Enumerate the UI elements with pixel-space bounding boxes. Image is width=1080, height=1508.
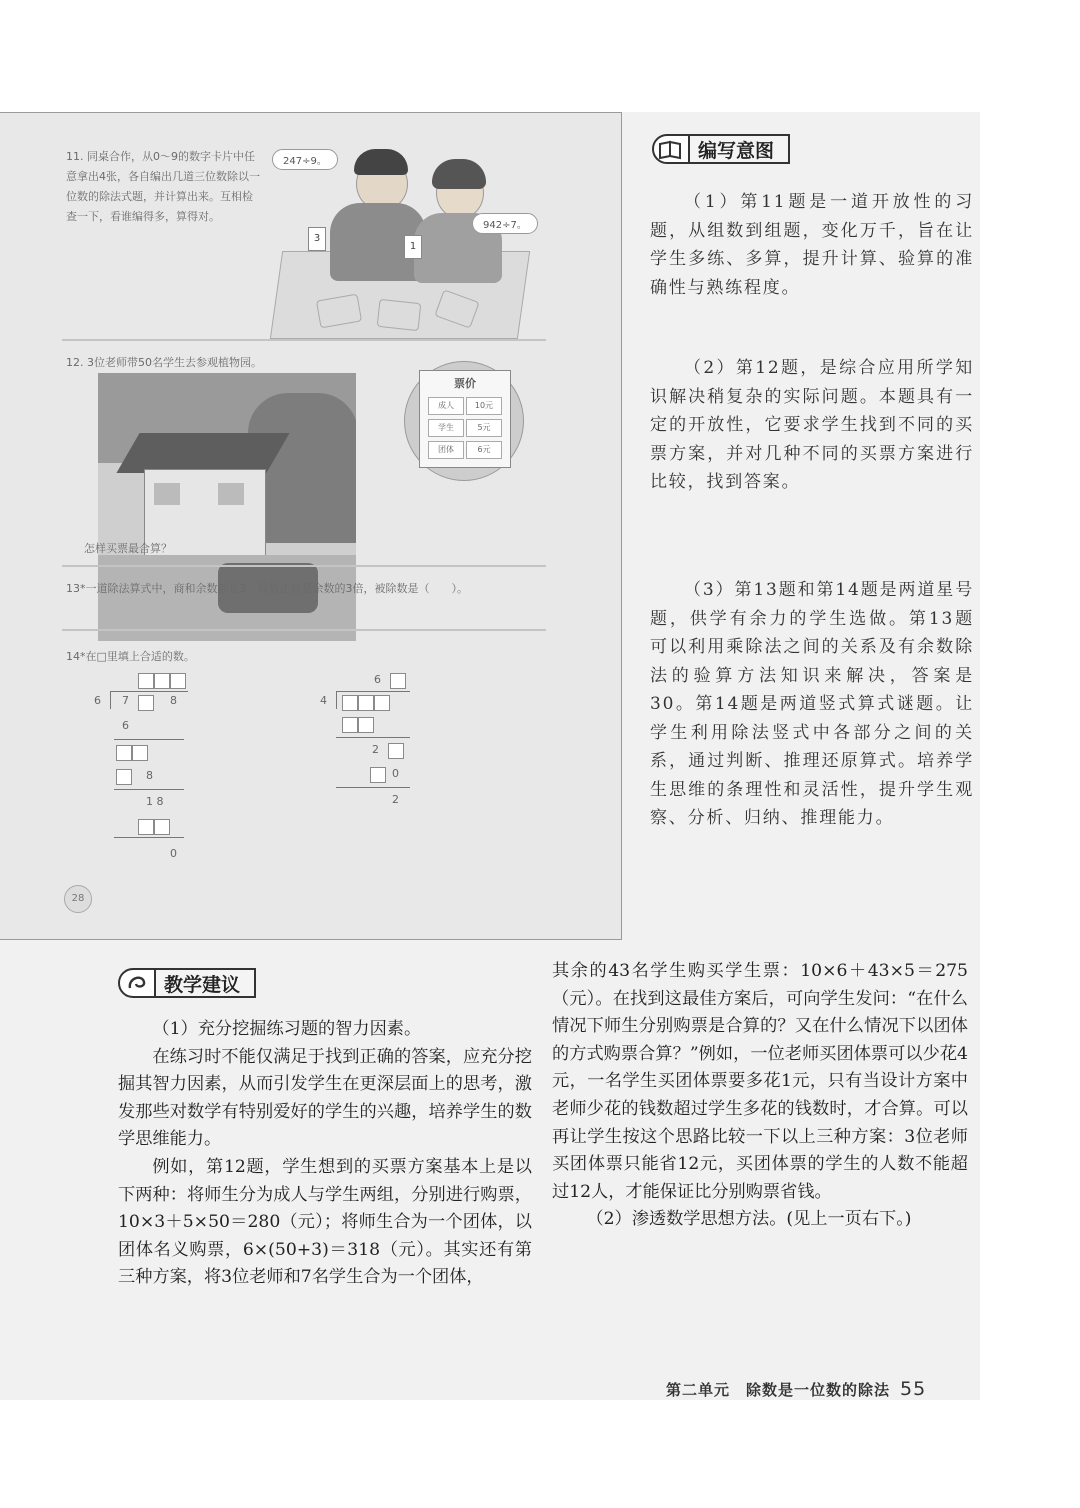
textbook-page-inset	[0, 112, 622, 940]
page-number: 55	[900, 1378, 927, 1400]
digit: 1 8	[146, 795, 164, 808]
exercise-14-text: 14*在□里填上合适的数。	[66, 650, 195, 663]
blank-box	[138, 695, 154, 711]
swirl-icon	[118, 968, 156, 998]
exercise-13-text: 13*一道除法算式中，商和余数都是3，除数正好是余数的3倍，被除数是（ ）。	[66, 582, 468, 595]
divisor: 6	[94, 694, 101, 707]
design-intent-paragraph-2	[650, 354, 974, 497]
price-value: 6元	[466, 441, 502, 459]
blank-box	[390, 673, 406, 689]
paragraph-text: （2）渗透数学思想方法。(见上一页右下。)	[586, 1209, 912, 1230]
teaching-advice-right-column	[552, 958, 968, 1234]
blank-box	[370, 767, 386, 783]
blank-box	[138, 819, 154, 835]
blank-box	[388, 743, 404, 759]
blank-box	[374, 695, 390, 711]
digit: 2	[392, 793, 399, 806]
paragraph-text: （1）充分挖掘练习题的智力因素。	[152, 1019, 422, 1039]
book-icon	[652, 134, 690, 164]
exercise-12-text: 12. 3位老师带50名学生去参观植物园。	[66, 356, 262, 369]
digit: 8	[170, 694, 177, 707]
blank-box	[170, 673, 186, 689]
price-board	[419, 370, 511, 468]
teaching-advice-left-column	[118, 1016, 532, 1292]
paragraph-text: 其余的43名学生购买学生票：10×6＋43×5＝275（元）。在找到这最佳方案后，可向学生发问：“在什么情况下师生分别购票是合算的？又在什么情况下以团体的方式购票合算？”例如，一位老师买团体票可以少花4元，一名学生买团体票要多花1元，只有当设计方案中老师少花的钱数超过学生多花的钱数时，才合算。可以再让学生按这个思路比较一下以上三种方案：3位老师买团体票只能省12元，买团体票的学生的人数不能超过12人，才能保证比分别购票省钱。	[552, 961, 968, 1202]
section-heading-teaching-advice	[118, 968, 256, 998]
blank-box	[342, 695, 358, 711]
divider	[62, 629, 546, 631]
exercise-12-question: 怎样买票最合算？	[84, 542, 172, 555]
paragraph-text: （1）第11题是一道开放性的习题，从组数到组题，变化万千，旨在让学生多练、多算，提升计算、验算的准确性与熟练程度。	[650, 192, 974, 298]
blank-box	[358, 695, 374, 711]
price-board-callout	[404, 361, 524, 481]
design-intent-paragraph-3	[650, 576, 974, 833]
price-board-title: 票价	[454, 377, 476, 390]
divider	[62, 565, 546, 567]
speech-bubble: 942÷7。	[472, 213, 538, 234]
blank-box	[116, 769, 132, 785]
section-heading-label: 编写意图	[690, 134, 790, 164]
digit: 6	[374, 673, 381, 686]
digit: 0	[170, 847, 177, 860]
paragraph-text: （3）第13题和第14题是两道星号题，供学有余力的学生选做。第13题可以利用乘除法之间的关系及有余数除法的验算方法知识来解决，答案是30。第14题是两道竖式算式谜题。让学生利用除法竖式中各部分之间的关系，通过判断、推理还原算式。培养学生思维的条理性和灵活性，提升学生观察、分析、归纳、推理能力。	[650, 580, 974, 828]
exercise-11-text: 11. 同桌合作，从0～9的数字卡片中任意拿出4张，各自编出几道三位数除以一位数的除法式题，并计算出来。互相检查一下，看谁编得多，算得对。	[66, 150, 260, 223]
price-label: 学生	[428, 419, 464, 437]
price-value: 5元	[466, 419, 502, 437]
digit: 6	[122, 719, 129, 732]
blank-box	[358, 717, 374, 733]
divisor: 4	[320, 694, 327, 707]
blank-box	[154, 673, 170, 689]
paragraph-text: 例如，第12题，学生想到的买票方案基本上是以下两种：将师生分为成人与学生两组，分别进行购票，10×3＋5×50＝280（元）；将师生合为一个团体，以团体名义购票，6×(50+3)＝318（元）。其实还有第三种方案，将3位老师和7名学生合为一个团体，	[118, 1156, 532, 1288]
section-heading-design-intent	[652, 134, 790, 164]
number-card: 3	[308, 227, 326, 251]
blank-box	[138, 673, 154, 689]
blank-box	[132, 745, 148, 761]
speech-bubble: 247÷9。	[272, 149, 338, 170]
price-value: 10元	[466, 397, 502, 415]
digit: 2	[372, 743, 379, 756]
price-label: 团体	[428, 441, 464, 459]
blank-box	[154, 819, 170, 835]
paragraph-text: （2）第12题，是综合应用所学知识解决稍复杂的实际问题。本题具有一定的开放性，它要求学生找到不同的买票方案，并对几种不同的买票方案进行比较，找到答案。	[650, 358, 974, 492]
page-footer	[666, 1378, 926, 1400]
blank-box	[116, 745, 132, 761]
textbook-page-number: 28	[64, 885, 92, 913]
botanical-garden-photo	[98, 373, 356, 641]
design-intent-paragraph-1	[650, 188, 974, 302]
blank-box	[342, 717, 358, 733]
digit: 0	[392, 767, 399, 780]
digit: 8	[146, 769, 153, 782]
digit: 7	[122, 694, 129, 707]
price-label: 成人	[428, 397, 464, 415]
paragraph-text: 在练习时不能仅满足于找到正确的答案，应充分挖掘其智力因素，从而引发学生在更深层面上的思考，激发那些对数学有特别爱好的学生的兴趣，培养学生的数学思维能力。	[118, 1046, 532, 1150]
chapter-title: 第二单元 除数是一位数的除法	[666, 1381, 891, 1399]
kids-illustration	[268, 143, 530, 339]
section-heading-label: 教学建议	[156, 968, 256, 998]
divider	[62, 339, 546, 341]
number-card: 1	[404, 235, 422, 259]
